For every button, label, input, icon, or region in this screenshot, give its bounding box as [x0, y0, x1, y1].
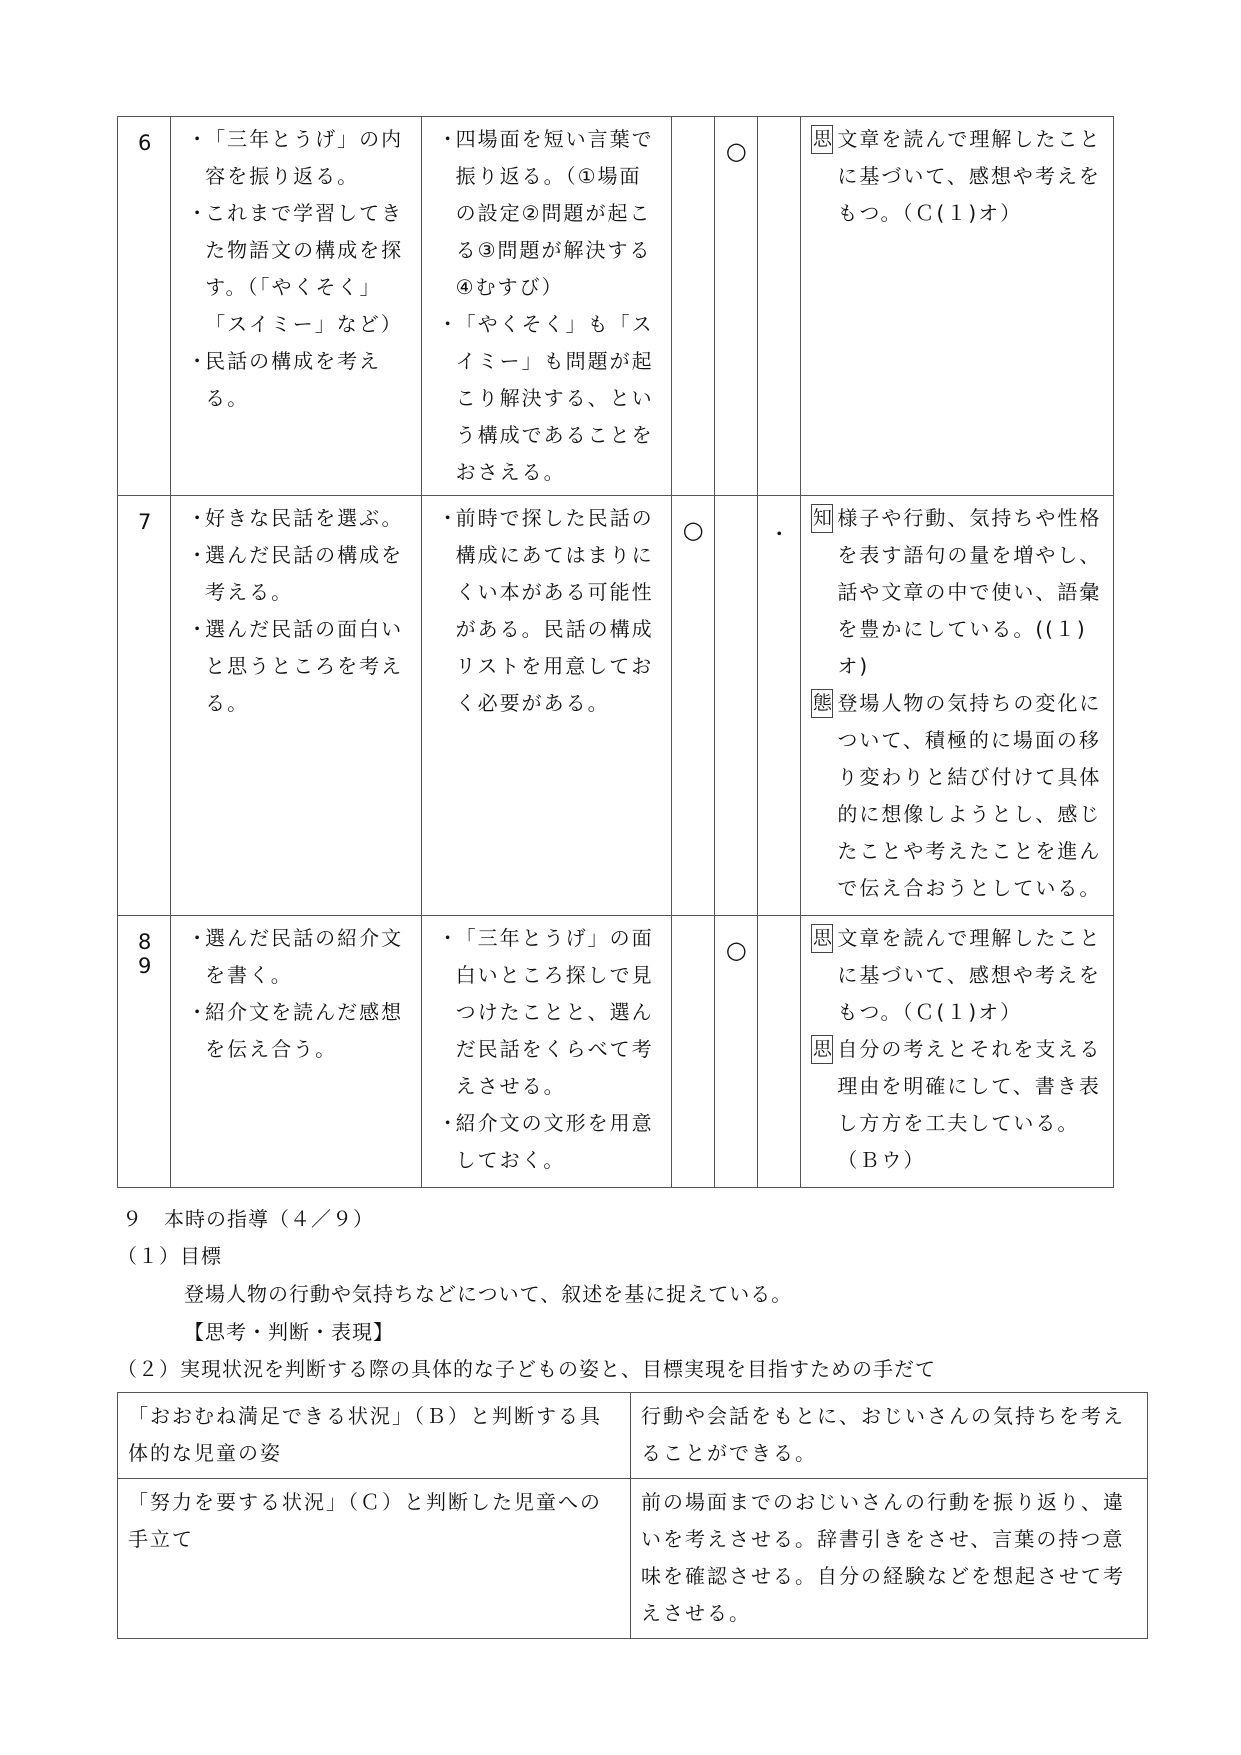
- evaluation-mark: [715, 496, 757, 518]
- evaluation-criterion: 知 様子や行動、気持ちや性格を表す語句の量を増やし、話や文章の中で使い、語彙を豊かにしている。((１)オ): [812, 506, 1102, 678]
- evaluation-criterion: 思 自分の考えとそれを支える理由を明確にして、書き表し方方を工夫している。（Ｂウ）: [812, 1037, 1102, 1172]
- mark-cell: [672, 916, 715, 1188]
- activity-item: ・ 民話の構成を考える。: [187, 349, 382, 410]
- criterion-badge: 態: [811, 689, 833, 718]
- activity-item: ・ 選んだ民話の紹介文を書く。: [187, 926, 404, 987]
- evaluation-cell: [801, 496, 1114, 916]
- note-cell: [421, 916, 672, 1188]
- evaluation-mark: [672, 916, 714, 938]
- goal-text: 登場人物の行動や気持ちなどについて、叙述を基に捉えている。: [184, 1282, 793, 1306]
- note-item: ・ 前時で探した民話の構成にあてはまりにくい本がある可能性がある。民話の構成リストを用意しておく必要がある。: [437, 506, 654, 715]
- criteria-heading: （２）実現状況を判断する際の具体的な子どもの姿と、目標実現を目指すための手だて: [117, 1357, 936, 1381]
- activity-item: ・ これまで学習してきた物語文の構成を探す。（「やくそく」「スイミー」など）: [187, 201, 404, 336]
- note-item: ・ 「三年とうげ」の面白いところ探しで見つけたことと、選んだ民話をくらべて考えさせる。: [437, 926, 654, 1098]
- evaluation-criterion: 態 登場人物の気持ちの変化について、積極的に場面の移り変わりと結び付けて具体的に想像しようとし、感じたことや考えたことを進んで伝え合おうとしている。: [812, 691, 1102, 900]
- mark-cell: [715, 496, 758, 916]
- session-number-cell: [118, 117, 171, 496]
- evaluation-mark: [758, 916, 800, 938]
- note-cell: [421, 496, 672, 916]
- mark-cell: [672, 496, 715, 916]
- lesson-plan-table: [117, 116, 1114, 1188]
- session-number: 6: [138, 131, 152, 155]
- activity-item: ・ 選んだ民話の構成を考える。: [187, 543, 404, 604]
- activity-cell: [171, 496, 422, 916]
- evaluation-mark: [758, 117, 800, 139]
- goal-heading: （１）目標: [117, 1244, 222, 1268]
- activity-cell: [171, 117, 422, 496]
- criteria-row: [118, 1479, 1148, 1639]
- note-item: ・ 「やくそく」も「スイミー」も問題が起こり解決する、という構成であることをおさえる。: [437, 312, 654, 484]
- mark-cell: [758, 117, 801, 496]
- session-number: 7: [138, 510, 152, 534]
- plan-row: [118, 496, 1114, 916]
- criterion-badge: 思: [811, 1035, 833, 1064]
- criterion-badge: 思: [811, 125, 833, 154]
- mark-cell: [715, 916, 758, 1188]
- session-number: 9: [138, 954, 152, 978]
- goal-tag: 【思考・判断・表現】: [184, 1320, 394, 1344]
- session-number-cell: [118, 916, 171, 1188]
- criteria-content: 行動や会話をもとに、おじいさんの気持ちを考えることができる。: [631, 1393, 1148, 1479]
- evaluation-mark: ・: [769, 522, 790, 546]
- evaluation-criterion: 思 文章を読んで理解したことに基づいて、感想や考えをもつ。（Ｃ(１)オ）: [812, 926, 1102, 1024]
- criteria-row: [118, 1393, 1148, 1479]
- evaluation-cell: [801, 916, 1114, 1188]
- mark-cell: [758, 916, 801, 1188]
- criteria-label: 「おおむね満足できる状況」（Ｂ）と判断する具体的な児童の姿: [118, 1393, 631, 1479]
- session-number: 8: [138, 930, 152, 954]
- evaluation-mark: ○: [725, 137, 747, 165]
- section-heading: ９ 本時の指導（４／９）: [122, 1207, 374, 1231]
- criterion-badge: 知: [811, 504, 833, 533]
- plan-row: [118, 117, 1114, 496]
- evaluation-mark: ○: [682, 516, 704, 544]
- criterion-badge: 思: [811, 924, 833, 953]
- criteria-table: [117, 1392, 1148, 1639]
- evaluation-cell: [801, 117, 1114, 496]
- note-item: ・ 四場面を短い言葉で振り返る。（①場面の設定②問題が起こる③問題が解決する④むすび）: [437, 127, 654, 299]
- note-cell: [421, 117, 672, 496]
- evaluation-mark: ○: [725, 936, 747, 964]
- note-item: ・ 紹介文の文形を用意しておく。: [437, 1111, 654, 1172]
- evaluation-criterion: 思 文章を読んで理解したことに基づいて、感想や考えをもつ。（Ｃ(１)オ）: [812, 127, 1102, 225]
- criteria-label: 「努力を要する状況」（Ｃ）と判断した児童への手立て: [118, 1479, 631, 1639]
- mark-cell: [758, 496, 801, 916]
- activity-item: ・ 選んだ民話の面白いと思うところを考える。: [187, 617, 404, 715]
- plan-row: [118, 916, 1114, 1188]
- mark-cell: [715, 117, 758, 496]
- criteria-content: 前の場面までのおじいさんの行動を振り返り、違いを考えさせる。辞書引きをさせ、言葉の持つ意味を確認させる。自分の経験などを想起させて考えさせる。: [631, 1479, 1148, 1639]
- activity-cell: [171, 916, 422, 1188]
- activity-item: ・ 「三年とうげ」の内容を振り返る。: [187, 127, 404, 188]
- evaluation-mark: [672, 117, 714, 139]
- activity-item: ・ 紹介文を読んだ感想を伝え合う。: [187, 1000, 404, 1061]
- mark-cell: [672, 117, 715, 496]
- session-number-cell: [118, 496, 171, 916]
- activity-item: ・ 好きな民話を選ぶ。: [187, 506, 404, 530]
